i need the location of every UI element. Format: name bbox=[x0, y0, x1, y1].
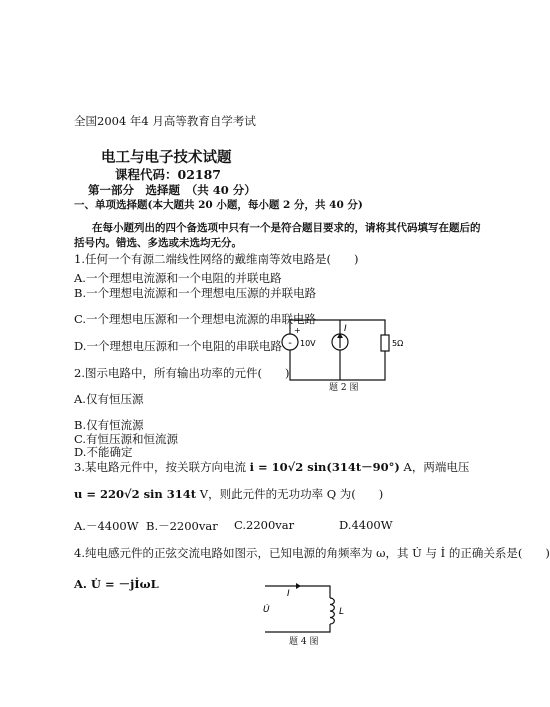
course-code: 课程代码：02187 bbox=[115, 167, 221, 182]
q3-stem-line-1 bbox=[74, 459, 469, 475]
q2-figure-caption: 题 2 图 bbox=[329, 383, 359, 393]
section-title: 一、单项选择题(本大题共 20 小题，每小题 2 分，共 40 分) bbox=[74, 199, 363, 211]
q3-stem-post: V，则此元件的无功功率 Q 为( ) bbox=[196, 487, 384, 501]
q2-option-a: A.仅有恒压源 bbox=[74, 392, 144, 406]
q4-stem: 4.纯电感元件的正弦交流电路如图示，已知电源的角频率为 ω，其 U̇ 与 İ 的正确关系是( ) bbox=[74, 546, 550, 560]
q4-option-a: A. U̇ = －jİωL bbox=[74, 577, 159, 591]
q1-option-b: B.一个理想电流源和一个理想电压源的并联电路 bbox=[74, 286, 317, 300]
resistor-label: 5Ω bbox=[392, 339, 404, 348]
current-source-icon bbox=[332, 333, 348, 350]
q3-stem-mid: A，两端电压 bbox=[399, 460, 470, 474]
q3-option-d: D.4400W bbox=[339, 518, 393, 532]
q1-option-c: C.一个理想电压源和一个理想电流源的串联电路 bbox=[74, 312, 317, 326]
q2-option-b: B.仅有恒流源 bbox=[74, 418, 144, 432]
q1-option-d: D.一个理想电压源和一个电阻的串联电路 bbox=[74, 339, 282, 353]
q3-stem-line-2 bbox=[74, 486, 383, 502]
inductor-icon bbox=[330, 598, 334, 624]
q4-voltage-label: U̇ bbox=[263, 605, 270, 615]
q4-inductor-label: L bbox=[339, 607, 345, 617]
plus-sign: + bbox=[294, 326, 301, 335]
q3-option-b: B.－2200var bbox=[146, 519, 218, 533]
q2-option-d: D.不能确定 bbox=[74, 445, 133, 459]
exam-header: 全国2004 年4 月高等教育自学考试 bbox=[74, 114, 256, 128]
voltage-source-icon bbox=[282, 334, 298, 350]
q2-stem: 2.图示电路中，所有输出功率的元件( ) bbox=[74, 366, 290, 380]
q4-circuit-diagram bbox=[255, 578, 350, 636]
exam-title: 电工与电子技术试题 bbox=[101, 149, 232, 166]
q3-stem-pre: 3.某电路元件中，按关联方向电流 bbox=[74, 460, 250, 474]
voltage-label: 10V bbox=[300, 339, 316, 348]
instruction-line-1: 在每小题列出的四个备选项中只有一个是符合题目要求的，请将其代码填写在题后的 bbox=[92, 222, 481, 234]
resistor-icon bbox=[381, 335, 389, 351]
q3-voltage-expr: u = 220√2 sin 314t bbox=[74, 487, 197, 501]
instruction-line-2: 括号内。错选、多选或未选均无分。 bbox=[74, 237, 242, 249]
q4-figure-caption: 题 4 图 bbox=[289, 637, 319, 647]
q3-option-c: C.2200var bbox=[234, 518, 295, 532]
q1-option-a: A.一个理想电流源和一个电阻的并联电路 bbox=[74, 271, 282, 285]
q3-option-a: A.－4400W bbox=[74, 519, 139, 533]
q2-option-c: C.有恒压源和恒流源 bbox=[74, 432, 179, 446]
q1-stem: 1.任何一个有源二端线性网络的戴维南等效电路是( ) bbox=[74, 252, 359, 266]
part-label: 第一部分 选择题 （共 40 分） bbox=[88, 183, 256, 197]
current-label: I bbox=[344, 324, 347, 334]
q4-current-label: I bbox=[287, 589, 290, 599]
minus-sign: - bbox=[288, 338, 292, 349]
current-arrow-icon bbox=[296, 583, 301, 589]
q3-current-expr: i = 10√2 sin(314t－90°) bbox=[249, 460, 400, 474]
